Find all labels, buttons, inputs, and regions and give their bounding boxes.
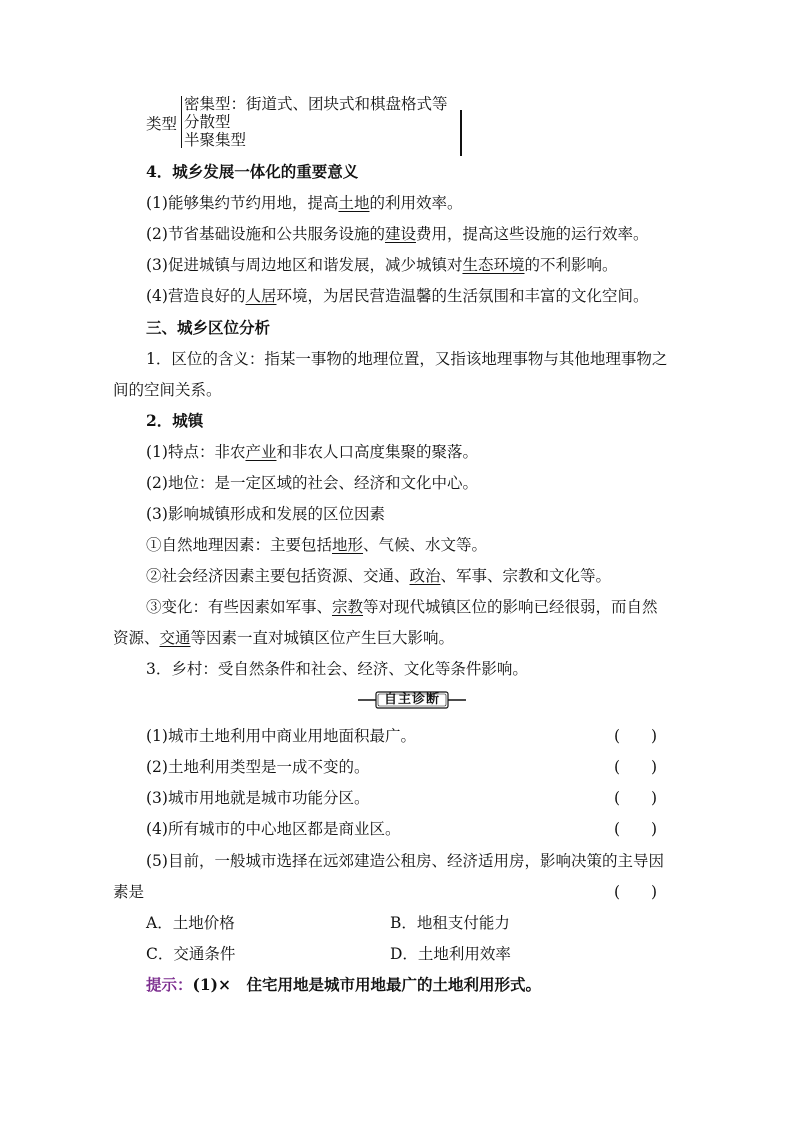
part3-heading: 三、城乡区位分析 [146,318,271,337]
quiz-q2-answer[interactable]: ( ) [614,758,658,776]
hint-label: 提示： [146,975,193,994]
location-definition: 1．区位的含义：指某一事物的地理位置，又指该地理事物与其他地理事物之 [146,350,668,368]
factor-change: ③变化：有些因素如军事、宗教等对现代城镇区位的影响已经很弱，而自然 [146,598,658,616]
factor-change-cont: 资源、交通等因素一直对城镇区位产生巨大影响。 [113,629,455,647]
town-status: (2)地位：是一定区域的社会、经济和文化中心。 [146,474,478,492]
section4-item-3: (3)促进城镇与周边地区和谐发展，减少城镇对生态环境的不利影响。 [146,256,618,274]
self-diagnosis-banner [358,690,466,710]
location-definition-cont: 间的空间关系。 [113,381,222,399]
hint [146,975,541,995]
village: 3．乡村：受自然条件和社会、经济、文化等条件影响。 [146,660,528,678]
banner-title: 自主诊断 [383,692,440,707]
brace-right-line [460,110,462,156]
hint-text: (1)× 住宅用地是城市用地最广的土地利用形式。 [192,975,541,994]
type-item-dense: 密集型：街道式、团块式和棋盘格式等 [184,95,448,113]
factor-social: ②社会经济因素主要包括资源、交通、政治、军事、宗教和文化等。 [146,567,612,585]
quiz-q4-answer[interactable]: ( ) [614,820,658,838]
town-factors: (3)影响城镇形成和发展的区位因素 [146,505,385,523]
option-d[interactable]: D．土地利用效率 [390,945,511,963]
section4-item-2: (2)节省基础设施和公共服务设施的建设费用，提高这些设施的运行效率。 [146,225,649,243]
quiz-q5-cont: 素是 [113,883,145,901]
factor-natural: ①自然地理因素：主要包括地形、气候、水文等。 [146,536,488,554]
type-item-scattered: 分散型 [184,113,231,131]
quiz-q4: (4)所有城市的中心地区都是商业区。 [146,820,401,838]
quiz-q1: (1)城市土地利用中商业用地面积最广。 [146,727,416,745]
brace-left-line [181,96,182,148]
quiz-q3: (3)城市用地就是城市功能分区。 [146,789,370,807]
town-feature: (1)特点：非农产业和非农人口高度集聚的聚落。 [146,443,478,461]
option-b[interactable]: B．地租支付能力 [390,914,510,932]
quiz-q5: (5)目前，一般城市选择在远郊建造公租房、经济适用房，影响决策的主导因 [146,852,664,870]
option-a[interactable]: A．土地价格 [146,914,235,932]
types-label: 类型 [146,115,178,133]
quiz-q2: (2)土地利用类型是一成不变的。 [146,758,370,776]
section4-heading: 4．城乡发展一体化的重要意义 [146,162,359,181]
town-heading: 2．城镇 [146,411,204,430]
section4-item-4: (4)营造良好的人居环境，为居民营造温馨的生活氛围和丰富的文化空间。 [146,287,649,305]
type-item-semi: 半聚集型 [184,131,247,149]
option-c[interactable]: C．交通条件 [146,945,236,963]
quiz-q1-answer[interactable]: ( ) [614,727,658,745]
section4-item-1: (1)能够集约节约用地，提高土地的利用效率。 [146,194,463,212]
quiz-q3-answer[interactable]: ( ) [614,789,658,807]
quiz-q5-answer[interactable]: ( ) [614,883,658,901]
